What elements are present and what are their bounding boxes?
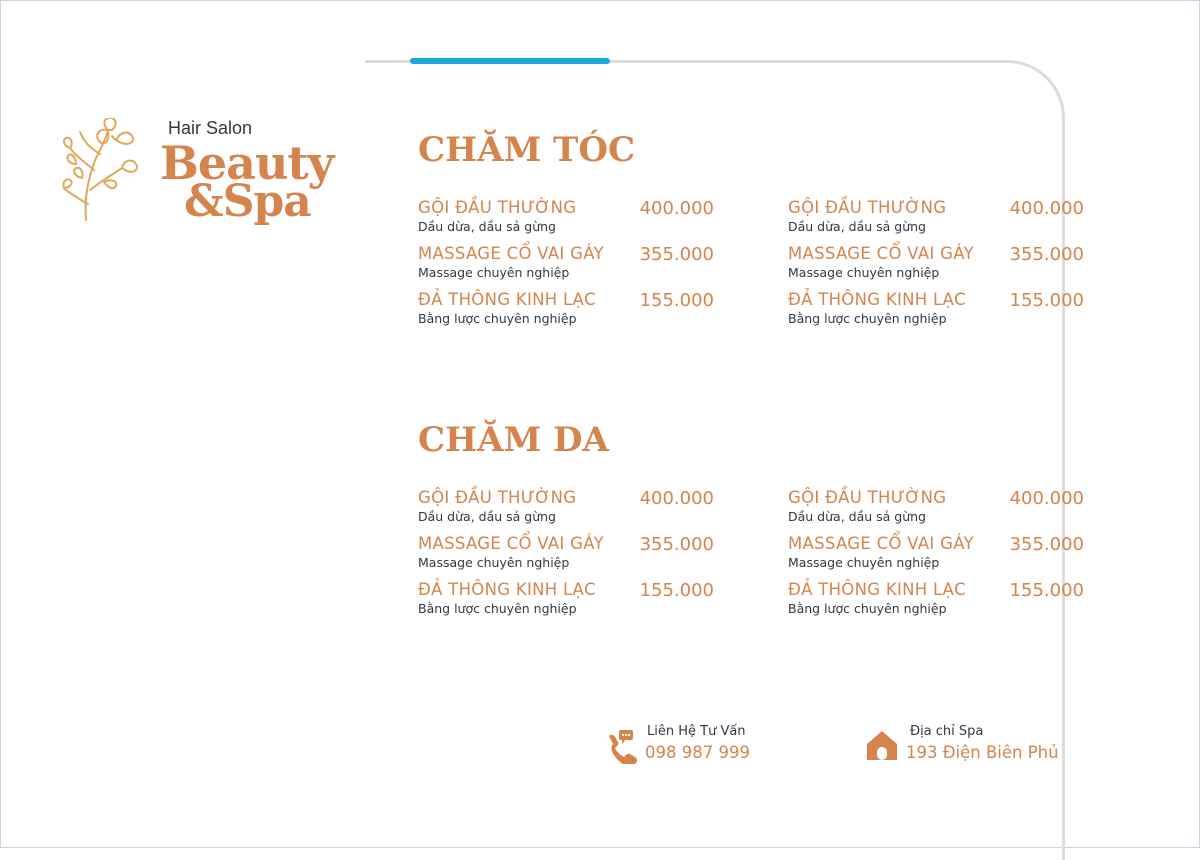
item-description: Massage chuyên nghiệp	[788, 265, 940, 280]
phone-label: Liên Hệ Tư Vấn	[647, 724, 746, 739]
item-description: Bằng lược chuyên nghiệp	[788, 311, 947, 326]
item-name: ĐẢ THÔNG KINH LẠC	[418, 580, 596, 599]
item-description: Bằng lược chuyên nghiệp	[418, 311, 577, 326]
menu-item	[788, 290, 1084, 336]
item-price: 400.000	[639, 488, 714, 509]
item-name: GỘI ĐẦU THƯỜNG	[418, 198, 577, 217]
contact-address[interactable]	[866, 724, 1086, 772]
menu-item	[788, 580, 1084, 626]
item-description: Bằng lược chuyên nghiệp	[418, 601, 577, 616]
item-name: MASSAGE CỔ VAI GÁY	[788, 244, 974, 263]
menu-item	[788, 244, 1084, 290]
phone-chat-icon	[603, 730, 637, 764]
section-title-cham-da: CHĂM DA	[418, 420, 609, 460]
accent-bar	[410, 58, 610, 64]
section-2-column-left	[418, 488, 714, 626]
house-icon	[866, 730, 898, 762]
phone-number[interactable]: 098 987 999	[645, 743, 750, 762]
menu-item	[788, 198, 1084, 244]
item-description: Massage chuyên nghiệp	[418, 555, 570, 570]
item-description: Massage chuyên nghiệp	[418, 265, 570, 280]
section-1-column-left	[418, 198, 714, 336]
menu-item	[418, 488, 714, 534]
brand-logo	[60, 118, 350, 228]
item-price: 400.000	[1009, 198, 1084, 219]
item-name: ĐẢ THÔNG KINH LẠC	[788, 290, 966, 309]
item-name: MASSAGE CỔ VAI GÁY	[788, 534, 974, 553]
section-1-column-right	[788, 198, 1084, 336]
menu-item	[418, 244, 714, 290]
item-name: GỘI ĐẦU THƯỜNG	[418, 488, 577, 507]
item-price: 400.000	[1009, 488, 1084, 509]
brand-name-line2: &Spa	[184, 176, 311, 227]
item-description: Dầu dừa, dầu sả gừng	[418, 509, 556, 524]
item-price: 355.000	[1009, 534, 1084, 555]
menu-item	[788, 534, 1084, 580]
item-price: 355.000	[1009, 244, 1084, 265]
item-price: 155.000	[639, 290, 714, 311]
brand-name-line1: Beauty	[160, 136, 334, 190]
item-price: 155.000	[1009, 580, 1084, 601]
flower-icon	[60, 118, 144, 222]
item-description: Dầu dừa, dầu sả gừng	[418, 219, 556, 234]
section-2-column-right	[788, 488, 1084, 626]
menu-item	[788, 488, 1084, 534]
menu-item	[418, 198, 714, 244]
item-price: 355.000	[639, 534, 714, 555]
item-description: Bằng lược chuyên nghiệp	[788, 601, 947, 616]
contact-phone[interactable]	[603, 724, 803, 772]
item-name: ĐẢ THÔNG KINH LẠC	[788, 580, 966, 599]
item-price: 155.000	[639, 580, 714, 601]
section-title-cham-toc: CHĂM TÓC	[418, 130, 636, 170]
address-label: Địa chỉ Spa	[910, 724, 984, 739]
item-price: 155.000	[1009, 290, 1084, 311]
item-description: Massage chuyên nghiệp	[788, 555, 940, 570]
item-name: ĐẢ THÔNG KINH LẠC	[418, 290, 596, 309]
menu-item	[418, 290, 714, 336]
item-name: MASSAGE CỔ VAI GÁY	[418, 534, 604, 553]
item-name: GỘI ĐẦU THƯỜNG	[788, 488, 947, 507]
item-description: Dầu dừa, dầu sả gừng	[788, 219, 926, 234]
brand-subtitle: Hair Salon	[168, 118, 253, 138]
item-description: Dầu dừa, dầu sả gừng	[788, 509, 926, 524]
item-price: 355.000	[639, 244, 714, 265]
item-name: GỘI ĐẦU THƯỜNG	[788, 198, 947, 217]
item-name: MASSAGE CỔ VAI GÁY	[418, 244, 604, 263]
menu-item	[418, 580, 714, 626]
menu-item	[418, 534, 714, 580]
address-value: 193 Điện Biên Phủ	[906, 743, 1059, 762]
item-price: 400.000	[639, 198, 714, 219]
